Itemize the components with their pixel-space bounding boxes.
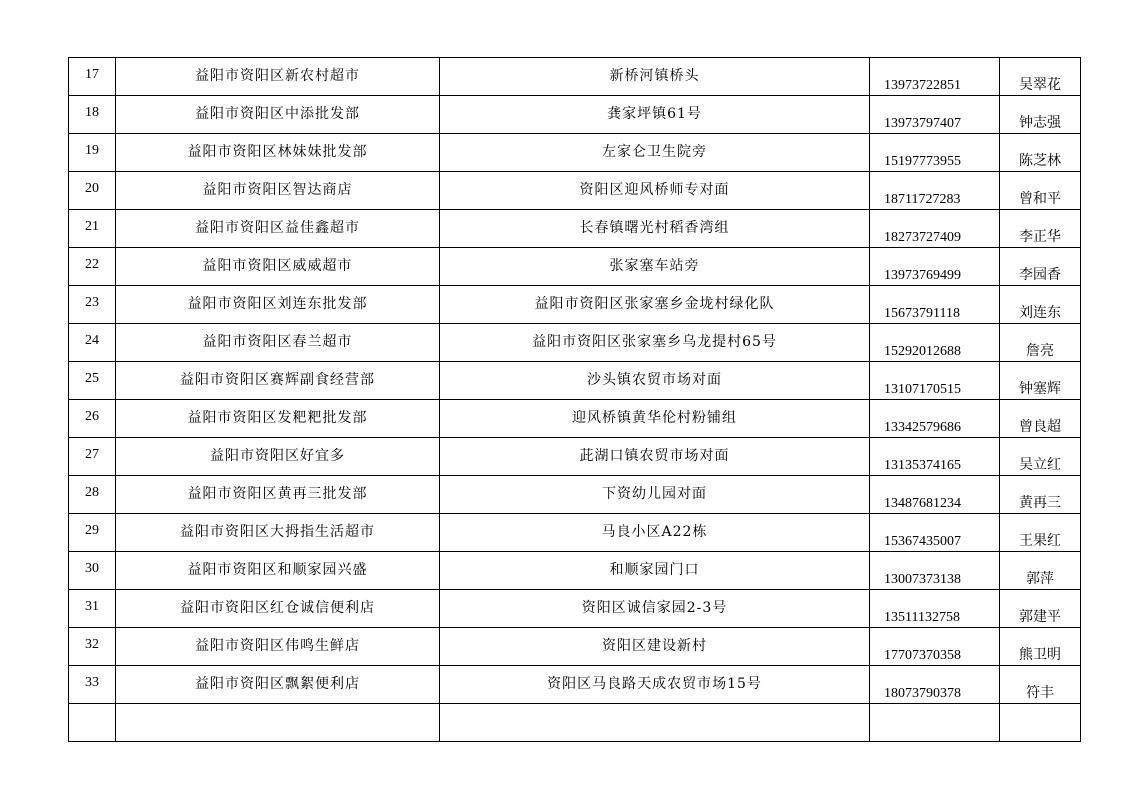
row-number-cell-text: 21 <box>85 218 99 234</box>
address-cell <box>440 58 870 96</box>
phone-cell-text: 13973769499 <box>884 268 961 283</box>
contact-person-cell <box>1000 628 1081 666</box>
contact-person-cell-text: 黄再三 <box>1019 495 1061 511</box>
contact-person-cell-text: 李正华 <box>1019 229 1061 245</box>
store-name-cell-text: 益阳市资阳区发粑粑批发部 <box>187 409 368 426</box>
table-row <box>69 362 1081 400</box>
store-name-cell-text: 益阳市资阳区红仓诚信便利店 <box>180 599 375 616</box>
table-row <box>69 58 1081 96</box>
phone-cell-text: 17707370358 <box>884 648 961 663</box>
address-cell-text: 马良小区A22栋 <box>601 523 708 540</box>
row-number-cell <box>69 134 116 172</box>
table-row <box>69 628 1081 666</box>
row-number-cell-text: 17 <box>85 66 99 82</box>
store-name-cell <box>116 514 440 552</box>
store-name-cell-text: 益阳市资阳区伟鸣生鲜店 <box>195 637 360 654</box>
phone-cell <box>870 286 1000 324</box>
phone-cell <box>870 628 1000 666</box>
contact-person-cell <box>1000 666 1081 704</box>
phone-cell <box>870 438 1000 476</box>
address-cell <box>440 590 870 628</box>
table-row <box>69 134 1081 172</box>
table-row <box>69 210 1081 248</box>
table-row <box>69 476 1081 514</box>
address-cell <box>440 514 870 552</box>
address-cell-text: 资阳区诚信家园2-3号 <box>581 599 728 616</box>
row-number-cell <box>69 210 116 248</box>
store-name-cell <box>116 704 440 742</box>
address-cell <box>440 438 870 476</box>
phone-cell <box>870 590 1000 628</box>
table-row <box>69 666 1081 704</box>
address-cell <box>440 96 870 134</box>
store-name-cell-text: 益阳市资阳区好宜多 <box>210 447 345 464</box>
address-cell <box>440 476 870 514</box>
contact-person-cell <box>1000 96 1081 134</box>
contact-person-cell-text: 曾和平 <box>1019 191 1061 207</box>
row-number-cell <box>69 552 116 590</box>
store-name-cell <box>116 58 440 96</box>
phone-cell <box>870 58 1000 96</box>
address-cell-text: 资阳区马良路天成农贸市场15号 <box>547 675 762 692</box>
table-row <box>69 552 1081 590</box>
contact-person-cell <box>1000 362 1081 400</box>
address-cell-text: 益阳市资阳区张家塞乡乌龙提村65号 <box>532 333 777 350</box>
row-number-cell-text: 24 <box>85 332 99 348</box>
contact-person-cell-text: 刘连东 <box>1019 305 1061 321</box>
phone-cell-text: 18073790378 <box>884 686 961 701</box>
contact-person-cell-text: 钟志强 <box>1019 115 1061 131</box>
row-number-cell <box>69 438 116 476</box>
address-cell <box>440 324 870 362</box>
row-number-cell-text: 22 <box>85 256 99 272</box>
store-name-cell-text: 益阳市资阳区赛辉副食经营部 <box>180 371 375 388</box>
row-number-cell <box>69 514 116 552</box>
phone-cell-text: 13973797407 <box>884 116 961 131</box>
store-name-cell-text: 益阳市资阳区智达商店 <box>202 181 353 198</box>
contact-person-cell <box>1000 324 1081 362</box>
phone-cell <box>870 476 1000 514</box>
row-number-cell <box>69 628 116 666</box>
address-cell-text: 和顺家园门口 <box>609 561 700 578</box>
row-number-cell <box>69 362 116 400</box>
store-name-cell-text: 益阳市资阳区林妹妹批发部 <box>187 143 368 160</box>
row-number-cell-text: 30 <box>85 560 99 576</box>
address-cell-text: 左家仑卫生院旁 <box>602 143 707 160</box>
row-number-cell <box>69 96 116 134</box>
phone-cell-text: 15673791118 <box>884 306 960 321</box>
contact-person-cell <box>1000 134 1081 172</box>
row-number-cell <box>69 286 116 324</box>
store-name-cell <box>116 666 440 704</box>
address-cell <box>440 210 870 248</box>
row-number-cell <box>69 590 116 628</box>
address-cell <box>440 704 870 742</box>
store-name-cell <box>116 362 440 400</box>
row-number-cell-text: 28 <box>85 484 99 500</box>
store-name-cell-text: 益阳市资阳区威威超市 <box>202 257 353 274</box>
contact-person-cell <box>1000 172 1081 210</box>
store-name-cell <box>116 590 440 628</box>
store-name-cell <box>116 552 440 590</box>
row-number-cell <box>69 58 116 96</box>
address-cell-text: 张家塞车站旁 <box>609 257 700 274</box>
address-cell <box>440 628 870 666</box>
store-name-cell <box>116 324 440 362</box>
phone-cell-text: 15292012688 <box>884 344 961 359</box>
phone-cell-text: 13487681234 <box>884 496 961 511</box>
table-row <box>69 172 1081 210</box>
phone-cell <box>870 172 1000 210</box>
phone-cell <box>870 210 1000 248</box>
address-cell-text: 龚家坪镇61号 <box>607 105 702 122</box>
address-cell-text: 益阳市资阳区张家塞乡金垅村绿化队 <box>534 295 775 312</box>
address-cell-text: 茈湖口镇农贸市场对面 <box>579 447 730 464</box>
address-cell <box>440 172 870 210</box>
contact-person-cell-text: 熊卫明 <box>1019 647 1061 663</box>
address-cell-text: 下资幼儿园对面 <box>602 485 707 502</box>
phone-cell <box>870 666 1000 704</box>
phone-cell <box>870 704 1000 742</box>
phone-cell-text: 13135374165 <box>884 458 961 473</box>
contact-person-cell-text: 吴翠花 <box>1019 77 1061 93</box>
address-cell <box>440 248 870 286</box>
row-number-cell <box>69 704 116 742</box>
store-name-cell <box>116 210 440 248</box>
contact-person-cell-text: 郭建平 <box>1019 609 1061 625</box>
contact-person-cell-text: 李园香 <box>1019 267 1061 283</box>
address-cell-text: 沙头镇农贸市场对面 <box>587 371 722 388</box>
address-cell <box>440 666 870 704</box>
address-cell-text: 新桥河镇桥头 <box>609 67 700 84</box>
table-row <box>69 438 1081 476</box>
row-number-cell-text: 20 <box>85 180 99 196</box>
row-number-cell-text: 25 <box>85 370 99 386</box>
address-cell-text: 资阳区迎风桥师专对面 <box>579 181 730 198</box>
address-cell <box>440 286 870 324</box>
store-name-cell-text: 益阳市资阳区黄再三批发部 <box>187 485 368 502</box>
store-name-cell <box>116 438 440 476</box>
phone-cell-text: 13107170515 <box>884 382 961 397</box>
table-row <box>69 324 1081 362</box>
row-number-cell-text: 27 <box>85 446 99 462</box>
address-cell <box>440 134 870 172</box>
contact-person-cell <box>1000 704 1081 742</box>
address-cell <box>440 362 870 400</box>
phone-cell <box>870 96 1000 134</box>
address-cell <box>440 552 870 590</box>
store-name-cell-text: 益阳市资阳区中添批发部 <box>195 105 360 122</box>
phone-cell-text: 18711727283 <box>884 192 961 207</box>
store-list-table <box>68 57 1081 742</box>
phone-cell <box>870 248 1000 286</box>
table-row <box>69 286 1081 324</box>
store-name-cell-text: 益阳市资阳区春兰超市 <box>202 333 353 350</box>
phone-cell <box>870 514 1000 552</box>
phone-cell-text: 15197773955 <box>884 154 961 169</box>
contact-person-cell <box>1000 286 1081 324</box>
row-number-cell-text: 23 <box>85 294 99 310</box>
table-row <box>69 590 1081 628</box>
contact-person-cell-text: 吴立红 <box>1019 457 1061 473</box>
store-name-cell <box>116 134 440 172</box>
store-name-cell-text: 益阳市资阳区大拇指生活超市 <box>180 523 375 540</box>
address-cell-text: 长春镇曙光村稻香湾组 <box>579 219 730 236</box>
store-name-cell-text: 益阳市资阳区益佳鑫超市 <box>195 219 360 236</box>
contact-person-cell <box>1000 438 1081 476</box>
row-number-cell <box>69 400 116 438</box>
contact-person-cell-text: 王果红 <box>1019 533 1061 549</box>
phone-cell-text: 13007373138 <box>884 572 961 587</box>
address-cell <box>440 400 870 438</box>
store-name-cell <box>116 628 440 666</box>
phone-cell-text: 15367435007 <box>884 534 961 549</box>
row-number-cell-text: 32 <box>85 636 99 652</box>
row-number-cell-text: 18 <box>85 104 99 120</box>
contact-person-cell <box>1000 248 1081 286</box>
store-name-cell <box>116 96 440 134</box>
phone-cell-text: 13342579686 <box>884 420 961 435</box>
contact-person-cell-text: 陈芝林 <box>1019 153 1061 169</box>
store-name-cell <box>116 286 440 324</box>
contact-person-cell <box>1000 476 1081 514</box>
contact-person-cell <box>1000 514 1081 552</box>
contact-person-cell-text: 郭萍 <box>1026 571 1054 587</box>
table-body <box>69 58 1081 742</box>
phone-cell <box>870 134 1000 172</box>
phone-cell <box>870 362 1000 400</box>
row-number-cell <box>69 248 116 286</box>
contact-person-cell <box>1000 590 1081 628</box>
store-name-cell-text: 益阳市资阳区刘连东批发部 <box>187 295 368 312</box>
contact-person-cell-text: 詹亮 <box>1026 343 1054 359</box>
contact-person-cell-text: 曾良超 <box>1019 419 1061 435</box>
row-number-cell-text: 29 <box>85 522 99 538</box>
phone-cell <box>870 324 1000 362</box>
table-row <box>69 400 1081 438</box>
table-row <box>69 704 1081 742</box>
address-cell-text: 资阳区建设新村 <box>602 637 707 654</box>
contact-person-cell <box>1000 210 1081 248</box>
table-row <box>69 514 1081 552</box>
row-number-cell-text: 19 <box>85 142 99 158</box>
contact-person-cell-text: 钟塞辉 <box>1019 381 1061 397</box>
phone-cell-text: 13973722851 <box>884 78 961 93</box>
row-number-cell-text: 31 <box>85 598 99 614</box>
row-number-cell <box>69 666 116 704</box>
row-number-cell <box>69 324 116 362</box>
contact-person-cell <box>1000 400 1081 438</box>
row-number-cell-text: 33 <box>85 674 99 690</box>
row-number-cell-text: 26 <box>85 408 99 424</box>
table-row <box>69 248 1081 286</box>
store-name-cell <box>116 400 440 438</box>
row-number-cell <box>69 172 116 210</box>
store-name-cell-text: 益阳市资阳区新农村超市 <box>195 67 360 84</box>
store-name-cell-text: 益阳市资阳区和顺家园兴盛 <box>187 561 368 578</box>
phone-cell <box>870 552 1000 590</box>
table-row <box>69 96 1081 134</box>
store-name-cell <box>116 476 440 514</box>
address-cell-text: 迎风桥镇黄华伦村粉铺组 <box>572 409 737 426</box>
store-name-cell-text: 益阳市资阳区飘絮便利店 <box>195 675 360 692</box>
phone-cell-text: 13511132758 <box>884 610 960 625</box>
row-number-cell <box>69 476 116 514</box>
contact-person-cell <box>1000 58 1081 96</box>
contact-person-cell <box>1000 552 1081 590</box>
contact-person-cell-text: 符丰 <box>1026 685 1054 701</box>
phone-cell-text: 18273727409 <box>884 230 961 245</box>
store-name-cell <box>116 248 440 286</box>
phone-cell <box>870 400 1000 438</box>
store-name-cell <box>116 172 440 210</box>
